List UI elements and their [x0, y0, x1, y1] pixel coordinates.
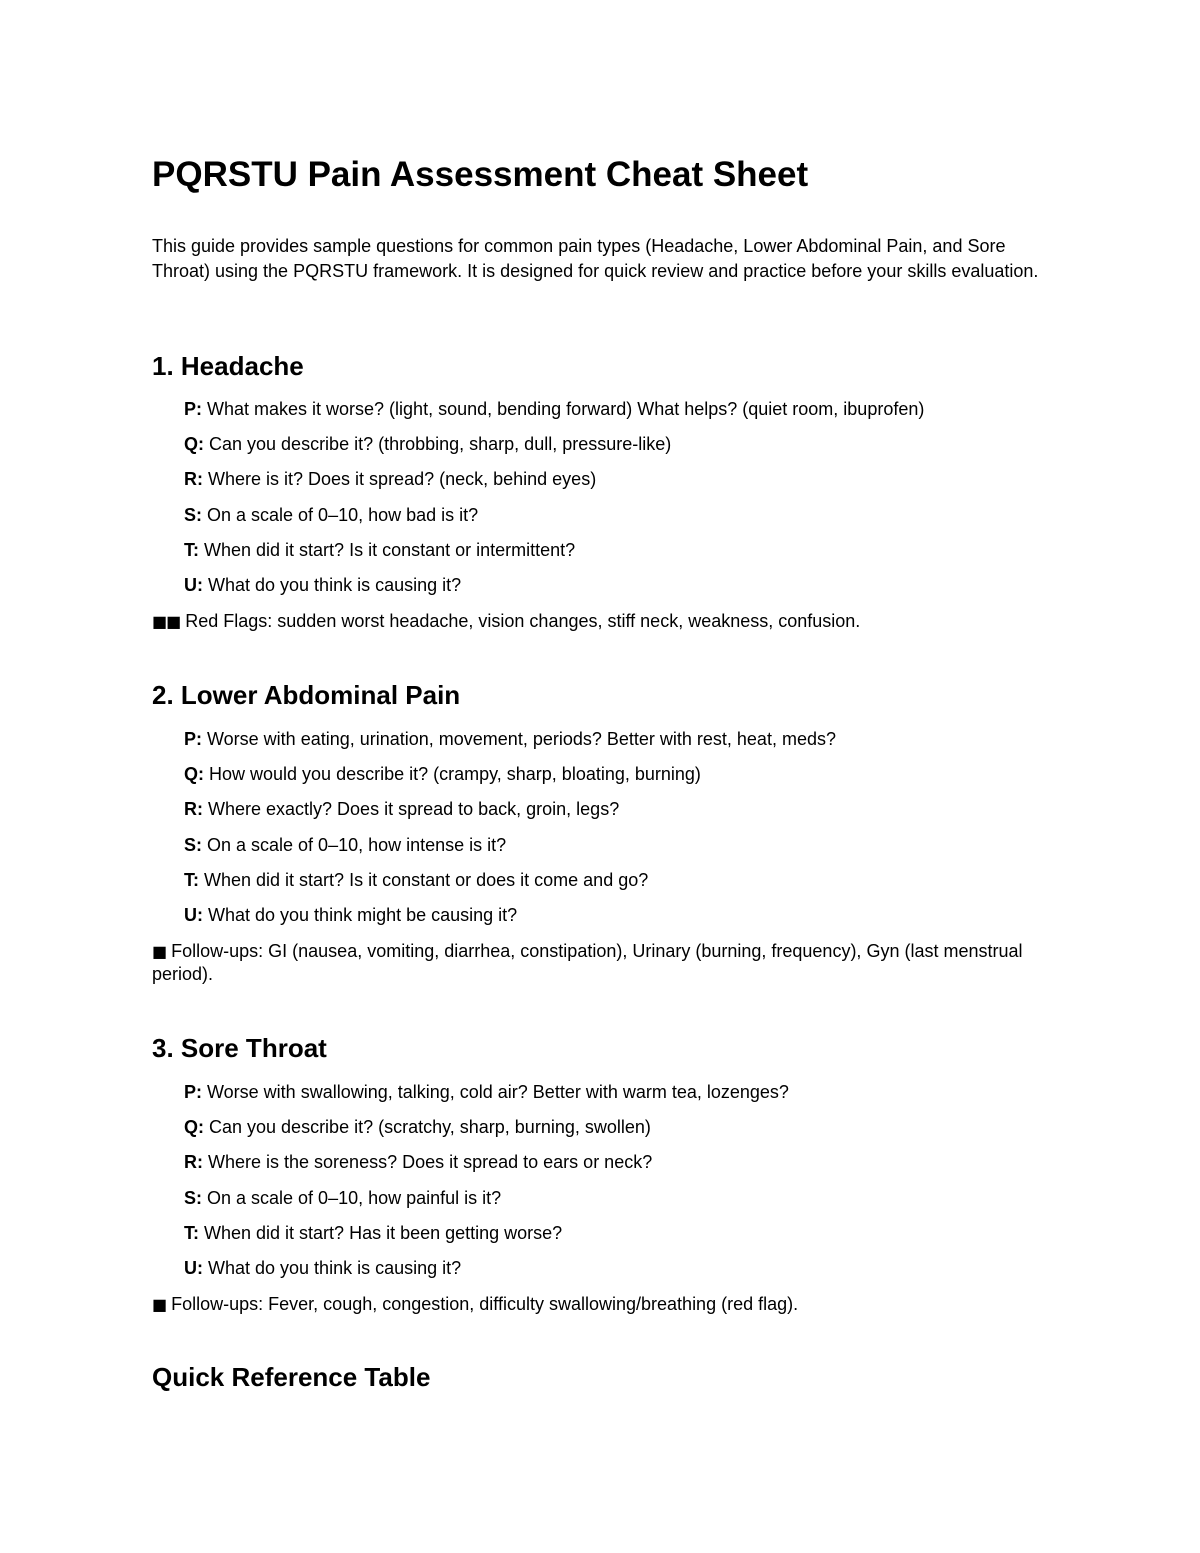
- list-item: [184, 798, 836, 833]
- list-item: [184, 904, 836, 939]
- follow-ups-note: [152, 1293, 1032, 1316]
- section-heading-lower-abdominal-pain: 2. Lower Abdominal Pain: [152, 680, 461, 710]
- item-text: On a scale of 0–10, how intense is it?: [202, 834, 507, 855]
- item-text: When did it start? Is it constant or intermittent?: [199, 539, 576, 560]
- item-letter: Q:: [184, 1117, 204, 1138]
- item-text: How would you describe it? (crampy, sharp, bloating, burning): [204, 764, 701, 785]
- list-item: [184, 1187, 789, 1222]
- page-title: PQRSTU Pain Assessment Cheat Sheet: [152, 155, 809, 194]
- item-letter: T:: [184, 1222, 199, 1243]
- item-letter: S:: [184, 504, 202, 525]
- note-text: Follow-ups: GI (nausea, vomiting, diarrhea, constipation), Urinary (burning, frequency), Gyn (last menstrual period).: [152, 941, 1023, 984]
- item-text: Where exactly? Does it spread to back, groin, legs?: [203, 799, 620, 820]
- section-heading-headache: 1. Headache: [152, 351, 304, 381]
- item-text: Worse with swallowing, talking, cold air? Better with warm tea, lozenges?: [202, 1082, 789, 1102]
- follow-ups-note: [152, 940, 1032, 985]
- square-bullet-icon: ■: [152, 942, 167, 961]
- item-letter: P:: [184, 399, 202, 419]
- list-item: [184, 1257, 789, 1292]
- item-letter: T:: [184, 869, 199, 890]
- item-text: On a scale of 0–10, how painful is it?: [202, 1187, 502, 1208]
- item-letter: P:: [184, 729, 202, 749]
- square-bullet-icon: ■■: [152, 612, 181, 631]
- abdominal-question-list: [184, 728, 836, 939]
- section-heading-quick-reference-table: Quick Reference Table: [152, 1362, 431, 1392]
- list-item: [184, 433, 924, 468]
- list-item: [184, 763, 836, 798]
- item-letter: R:: [184, 1152, 203, 1173]
- square-bullet-icon: ■: [152, 1295, 167, 1314]
- list-item: [184, 728, 836, 763]
- list-item: [184, 1222, 789, 1257]
- list-item: [184, 504, 924, 539]
- item-text: On a scale of 0–10, how bad is it?: [202, 504, 479, 525]
- list-item: [184, 1081, 789, 1116]
- item-text: Worse with eating, urination, movement, periods? Better with rest, heat, meds?: [202, 729, 836, 749]
- item-text: What do you think might be causing it?: [203, 904, 518, 925]
- item-text: What makes it worse? (light, sound, bending forward) What helps? (quiet room, ibuprofen): [202, 399, 925, 419]
- item-text: When did it start? Has it been getting worse?: [199, 1222, 563, 1243]
- item-letter: R:: [184, 799, 203, 820]
- item-letter: U:: [184, 1257, 203, 1278]
- note-text: Follow-ups: Fever, cough, congestion, difficulty swallowing/breathing (red flag).: [166, 1294, 799, 1314]
- item-text: When did it start? Is it constant or does it come and go?: [199, 869, 649, 890]
- item-letter: U:: [184, 574, 203, 595]
- item-letter: S:: [184, 1187, 202, 1208]
- item-letter: R:: [184, 469, 203, 490]
- item-letter: U:: [184, 904, 203, 925]
- list-item: [184, 468, 924, 503]
- section-heading-sore-throat: 3. Sore Throat: [152, 1033, 327, 1063]
- red-flags-note: [152, 610, 1032, 633]
- headache-question-list: [184, 398, 924, 609]
- item-letter: Q:: [184, 434, 204, 455]
- intro-paragraph: This guide provides sample questions for common pain types (Headache, Lower Abdominal Pain, and Sore Throat) using the PQRSTU framework. It is designed for quick review and practice before your skills evaluation.: [152, 236, 1039, 281]
- item-letter: S:: [184, 834, 202, 855]
- note-text: Red Flags: sudden worst headache, vision changes, stiff neck, weakness, confusion.: [180, 611, 861, 631]
- list-item: [184, 1151, 789, 1186]
- list-item: [184, 869, 836, 904]
- item-text: Can you describe it? (throbbing, sharp, dull, pressure-like): [204, 434, 672, 455]
- item-letter: P:: [184, 1082, 202, 1102]
- list-item: [184, 398, 924, 433]
- item-text: What do you think is causing it?: [203, 574, 462, 595]
- list-item: [184, 539, 924, 574]
- list-item: [184, 834, 836, 869]
- item-letter: Q:: [184, 764, 204, 785]
- list-item: [184, 1116, 789, 1151]
- item-text: Where is it? Does it spread? (neck, behind eyes): [203, 469, 597, 490]
- item-letter: T:: [184, 539, 199, 560]
- list-item: [184, 574, 924, 609]
- item-text: Can you describe it? (scratchy, sharp, burning, swollen): [204, 1117, 651, 1138]
- item-text: Where is the soreness? Does it spread to ears or neck?: [203, 1152, 653, 1173]
- sore-throat-question-list: [184, 1081, 789, 1292]
- item-text: What do you think is causing it?: [203, 1257, 462, 1278]
